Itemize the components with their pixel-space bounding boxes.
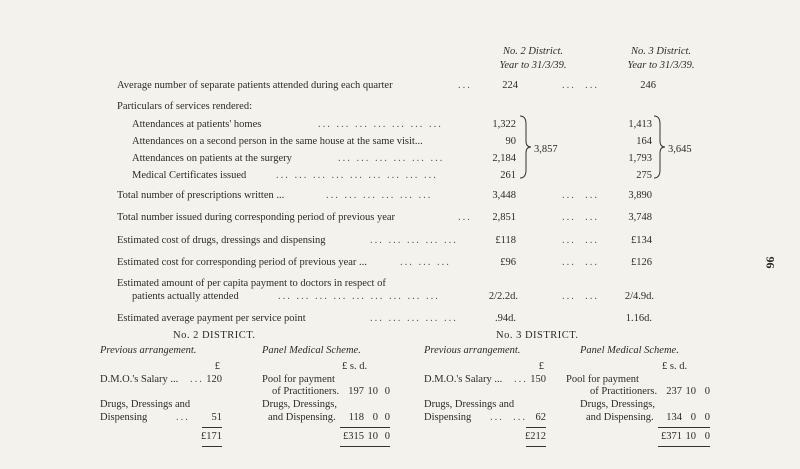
leader-dots: ...: [458, 80, 472, 91]
d2-lsd-head: £ s. d.: [342, 361, 368, 372]
leader-dots: ... ...: [562, 257, 599, 268]
row-homes-v2: 1,413: [628, 119, 652, 130]
d2-prev-rule-bottom: [202, 446, 222, 447]
d2-prev-rule: [202, 427, 222, 428]
d3-panel-total-l: £371: [661, 431, 682, 442]
leader-dots: ... ... ... ... ... ... ...: [318, 119, 443, 130]
d3-pdrugs-label-1: Drugs, Dressings,: [580, 399, 655, 410]
d3-pdrugs-s: 0: [690, 412, 696, 423]
d3-drugs-val: 62: [535, 412, 546, 423]
leader-dots: ...: [458, 212, 472, 223]
row-certs-v2: 275: [636, 170, 652, 181]
d2-pdrugs-label-2: and Dispensing.: [268, 412, 336, 423]
d2-panel-total-d: 0: [384, 431, 390, 442]
col1-subtitle: Year to 31/3/39.: [499, 60, 567, 71]
bracket-no3: [652, 114, 666, 180]
col2-subtitle: Year to 31/3/39.: [627, 60, 695, 71]
row-prev-year-v2: 3,748: [628, 212, 652, 223]
d2-panel-total-l: £315: [343, 431, 364, 442]
row-second-v1: 90: [505, 136, 516, 147]
row-homes-v1: 1,322: [492, 119, 516, 130]
d3-pool-label-2: of Practitioners.: [590, 386, 658, 397]
d3-title: No. 3 DISTRICT.: [496, 330, 579, 341]
d3-pool-l: 237: [666, 386, 682, 397]
d3-drugs-label-1: Drugs, Dressings and: [424, 399, 515, 410]
d2-pool-label-1: Pool for payment: [262, 374, 335, 385]
d2-prev-title: Previous arrangement.: [100, 345, 197, 356]
leader-dots: ... ... ... ... ... ...: [326, 190, 433, 201]
d3-panel-rule: [658, 427, 710, 428]
row-est-prev-label: Estimated cost for corresponding period of previous year ...: [117, 257, 367, 268]
row-avg-payment-label: Estimated average payment per service point: [117, 313, 306, 324]
row-est-prev-v1: £96: [500, 257, 516, 268]
row-prev-year-v1: 2,851: [492, 212, 516, 223]
bracket-total-no2: 3,857: [534, 144, 558, 155]
leader-dots: ... ... ... ... ...: [370, 313, 458, 324]
leader-dots: ...: [190, 374, 204, 385]
bracket-total-no3: 3,645: [668, 144, 692, 155]
leader-dots: ... ... ... ... ...: [370, 235, 458, 246]
row-prescriptions-v1: 3,448: [492, 190, 516, 201]
d3-panel-total-s: 10: [685, 431, 696, 442]
d3-pound-head: £: [538, 361, 544, 372]
d3-drugs-label-2: Dispensing: [424, 412, 472, 423]
row-avg-payment-v1: .94d.: [495, 313, 516, 324]
d3-panel-title: Panel Medical Scheme.: [580, 345, 679, 356]
d2-pool-d: 0: [384, 386, 390, 397]
row-prev-year-label: Total number issued during corresponding period of previous year: [117, 212, 396, 223]
row-est-cost-label: Estimated cost of drugs, dressings and dispensing: [117, 235, 326, 246]
d2-panel-rule: [340, 427, 390, 428]
d2-pdrugs-l: 118: [348, 412, 364, 423]
row-surgery-label: Attendances on patients at the surgery: [132, 153, 292, 164]
leader-dots: ... ...: [562, 212, 599, 223]
leader-dots: ... ...: [562, 235, 599, 246]
leader-dots: ... ... ... ... ... ... ... ... ...: [276, 170, 438, 181]
row-est-prev-v2: £126: [631, 257, 652, 268]
row-est-cost-v2: £134: [631, 235, 652, 246]
d3-pool-d: 0: [704, 386, 710, 397]
leader-dots: ... ... ...: [400, 257, 451, 268]
bracket-no2: [518, 114, 532, 180]
d2-drugs-label-2: Dispensing: [100, 412, 148, 423]
d2-panel-rule-bottom: [340, 446, 390, 447]
row-avg-payment-v2: 1.16d.: [625, 313, 652, 324]
row-avg-patients-label: Average number of separate patients attended during each quarter: [117, 80, 393, 91]
d2-pdrugs-s: 0: [372, 412, 378, 423]
d3-panel-rule-bottom: [658, 446, 710, 447]
row-certs-label: Medical Certificates issued: [132, 170, 247, 181]
row-avg-patients-v1: 224: [502, 80, 518, 91]
d3-pool-label-1: Pool for payment: [566, 374, 639, 385]
d3-salary-val: 150: [530, 374, 546, 385]
d2-panel-total-s: 10: [367, 431, 378, 442]
d3-pdrugs-label-2: and Dispensing.: [586, 412, 654, 423]
row-est-cost-v1: £118: [495, 235, 516, 246]
col1-title: No. 2 District.: [502, 46, 564, 57]
page-number: 96: [763, 256, 778, 269]
d2-prev-total: £171: [201, 431, 222, 442]
row-avg-patients-v2: 246: [640, 80, 656, 91]
leader-dots: ... ...: [490, 412, 527, 423]
d3-panel-total-d: 0: [704, 431, 710, 442]
d2-pound-head: £: [214, 361, 220, 372]
d3-prev-total: £212: [525, 431, 546, 442]
row-capita-v1: 2/2.2d.: [488, 291, 518, 302]
row-prescriptions-label: Total number of prescriptions written ...: [117, 190, 285, 201]
d3-pdrugs-l: 134: [666, 412, 682, 423]
leader-dots: ... ... ... ... ... ...: [338, 153, 445, 164]
d2-pool-label-2: of Practitioners.: [272, 386, 340, 397]
d2-drugs-label-1: Drugs, Dressings and: [100, 399, 191, 410]
leader-dots: ... ... ... ... ... ... ... ... ...: [278, 291, 440, 302]
col2-title: No. 3 District.: [630, 46, 692, 57]
leader-dots: ... ...: [562, 190, 599, 201]
d2-pdrugs-d: 0: [384, 412, 390, 423]
d2-panel-title: Panel Medical Scheme.: [262, 345, 361, 356]
row-particulars-label: Particulars of services rendered:: [117, 101, 252, 112]
leader-dots: ... ...: [562, 291, 599, 302]
row-homes-label: Attendances at patients' homes: [132, 119, 262, 130]
d2-pool-s: 10: [367, 386, 378, 397]
row-prescriptions-v2: 3,890: [628, 190, 652, 201]
row-capita-v2: 2/4.9d.: [624, 291, 654, 302]
row-certs-v1: 261: [500, 170, 516, 181]
d2-salary-label: D.M.O.'s Salary ...: [100, 374, 179, 385]
d2-pool-l: 197: [348, 386, 364, 397]
d3-lsd-head: £ s. d.: [662, 361, 688, 372]
d2-drugs-val: 51: [211, 412, 222, 423]
d3-pdrugs-d: 0: [704, 412, 710, 423]
d3-prev-rule: [526, 427, 546, 428]
d2-title: No. 2 DISTRICT.: [173, 330, 256, 341]
row-surgery-v1: 2,184: [492, 153, 516, 164]
d2-pdrugs-label-1: Drugs, Dressings,: [262, 399, 337, 410]
d3-prev-rule-bottom: [526, 446, 546, 447]
leader-dots: ... ...: [562, 80, 599, 91]
d3-salary-label: D.M.O.'s Salary ...: [424, 374, 503, 385]
leader-dots: ...: [514, 374, 528, 385]
row-surgery-v2: 1,793: [628, 153, 652, 164]
d3-prev-title: Previous arrangement.: [424, 345, 521, 356]
row-second-v2: 164: [636, 136, 652, 147]
row-second-label: Attendances on a second person in the same house at the same visit...: [132, 136, 423, 147]
leader-dots: ...: [176, 412, 190, 423]
d3-pool-s: 10: [685, 386, 696, 397]
row-capita-label-1: Estimated amount of per capita payment to doctors in respect of: [117, 278, 386, 289]
row-capita-label-2: patients actually attended: [132, 291, 239, 302]
d2-salary-val: 120: [206, 374, 222, 385]
